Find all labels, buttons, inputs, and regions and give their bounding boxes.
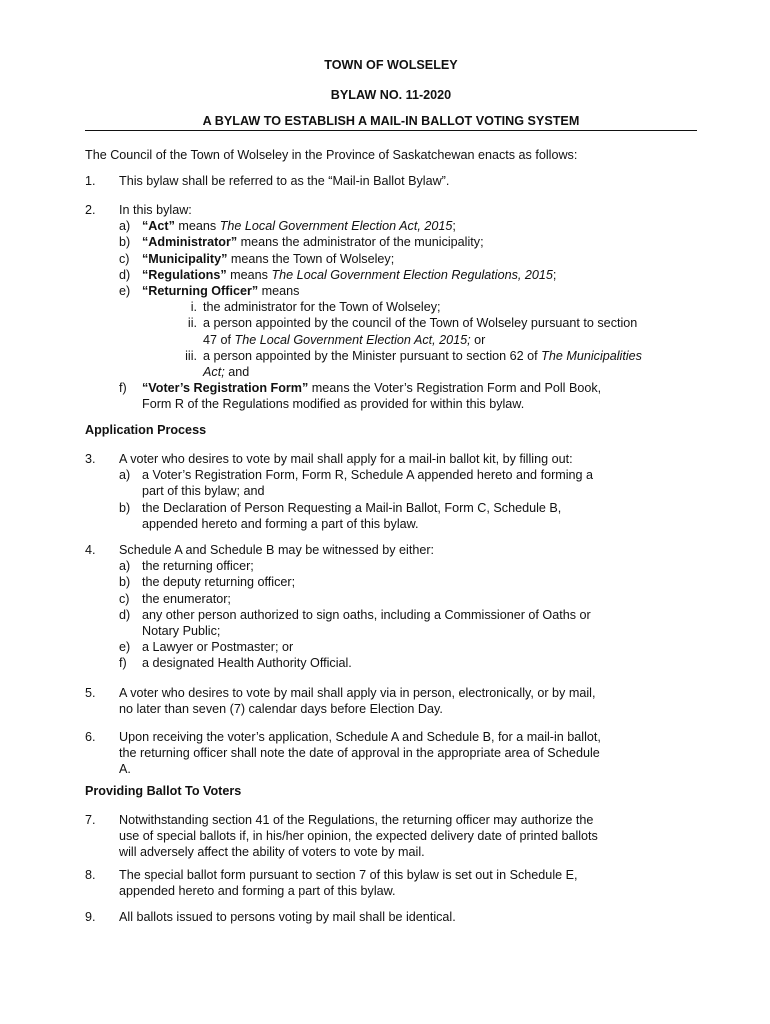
section-number: 9.	[85, 910, 96, 924]
section-1	[85, 173, 697, 189]
list-item: a) the returning officer;	[119, 559, 254, 574]
section-intro: In this bylaw:	[119, 203, 192, 217]
list-item: b) the deputy returning officer;	[119, 575, 296, 590]
section-number: 8.	[85, 868, 96, 882]
section-number: 1.	[85, 174, 96, 188]
section-3	[85, 451, 697, 532]
definition-regulations: d) “Regulations” means The Local Government Election Regulations, 2015;	[119, 267, 557, 282]
heading-application-process: Application Process	[85, 423, 207, 437]
town-name: TOWN OF WOLSELEY	[324, 58, 458, 72]
section-intro: A voter who desires to vote by mail shall apply for a mail-in ballot kit, by filling out:	[119, 452, 573, 466]
section-2	[85, 202, 697, 413]
definition-voters-registration-form: f) “Voter’s Registration Form” means the Voter’s Registration Form and Poll Book, Form R of the Regulations modified as provided for within this bylaw.	[119, 381, 602, 412]
section-4	[85, 542, 697, 672]
returning-officer-option-iii: iii. a person appointed by the Minister pursuant to section 62 of The Municipalities Act; and	[185, 348, 642, 380]
section-number: 7.	[85, 813, 96, 827]
section-number: 3.	[85, 452, 96, 466]
section-number: 4.	[85, 543, 96, 557]
definition-municipality: c) “Municipality” means the Town of Wolseley;	[119, 251, 395, 266]
preamble: The Council of the Town of Wolseley in the Province of Saskatchewan enacts as follows:	[85, 148, 578, 162]
section-8: 8. The special ballot form pursuant to section 7 of this bylaw is set out in Schedule E, appended hereto and forming a part of this bylaw.	[85, 868, 578, 899]
section-number: 5.	[85, 686, 96, 700]
list-item: b) the Declaration of Person Requesting a Mail-in Ballot, Form C, Schedule B, appended hereto and forming a part of this bylaw.	[119, 500, 562, 531]
section-text: This bylaw shall be referred to as the “Mail-in Ballot Bylaw”.	[119, 174, 450, 188]
list-item: f) a designated Health Authority Official.	[119, 656, 352, 671]
returning-officer-option-i: i. the administrator for the Town of Wolseley;	[190, 300, 441, 315]
section-9: 9. All ballots issued to persons voting by mail shall be identical.	[85, 910, 456, 924]
section-6: 6. Upon receiving the voter’s application, Schedule A and Schedule B, for a mail-in ballot, the returning officer shall note the date of approval in the appropriate area of Schedule A.	[85, 730, 601, 777]
list-item: d) any other person authorized to sign oaths, including a Commissioner of Oaths or Notary Public;	[119, 607, 591, 639]
section-5: 5. A voter who desires to vote by mail shall apply via in person, electronically, or by mail, no later than seven (7) calendar days before Election Day.	[85, 686, 596, 717]
section-number: 2.	[85, 203, 96, 217]
bylaw-number: BYLAW NO. 11-2020	[330, 88, 452, 102]
definition-act: a) “Act” means The Local Government Election Act, 2015;	[119, 219, 456, 234]
list-item: c) the enumerator;	[119, 591, 231, 606]
list-item: e) a Lawyer or Postmaster; or	[119, 640, 294, 655]
heading-providing-ballot: Providing Ballot To Voters	[85, 784, 242, 798]
section-intro: Schedule A and Schedule B may be witnessed by either:	[119, 543, 435, 557]
definition-returning-officer: e) “Returning Officer” means	[119, 284, 300, 299]
definition-administrator: b) “Administrator” means the administrator of the municipality;	[119, 235, 484, 250]
section-7: 7. Notwithstanding section 41 of the Regulations, the returning officer may authorize the use of special ballots if, in his/her opinion, the expected delivery date of printed ballots will adversely affect the ability of voters to vote by mail.	[85, 813, 598, 860]
returning-officer-option-ii: ii. a person appointed by the council of the Town of Wolseley pursuant to section 47 of The Local Government Election Act, 2015; or	[187, 316, 638, 347]
bylaw-title: A BYLAW TO ESTABLISH A MAIL-IN BALLOT VOTING SYSTEM	[85, 113, 697, 131]
section-number: 6.	[85, 730, 96, 744]
list-item: a) a Voter’s Registration Form, Form R, Schedule A appended hereto and forming a part of this bylaw; and	[119, 468, 594, 499]
